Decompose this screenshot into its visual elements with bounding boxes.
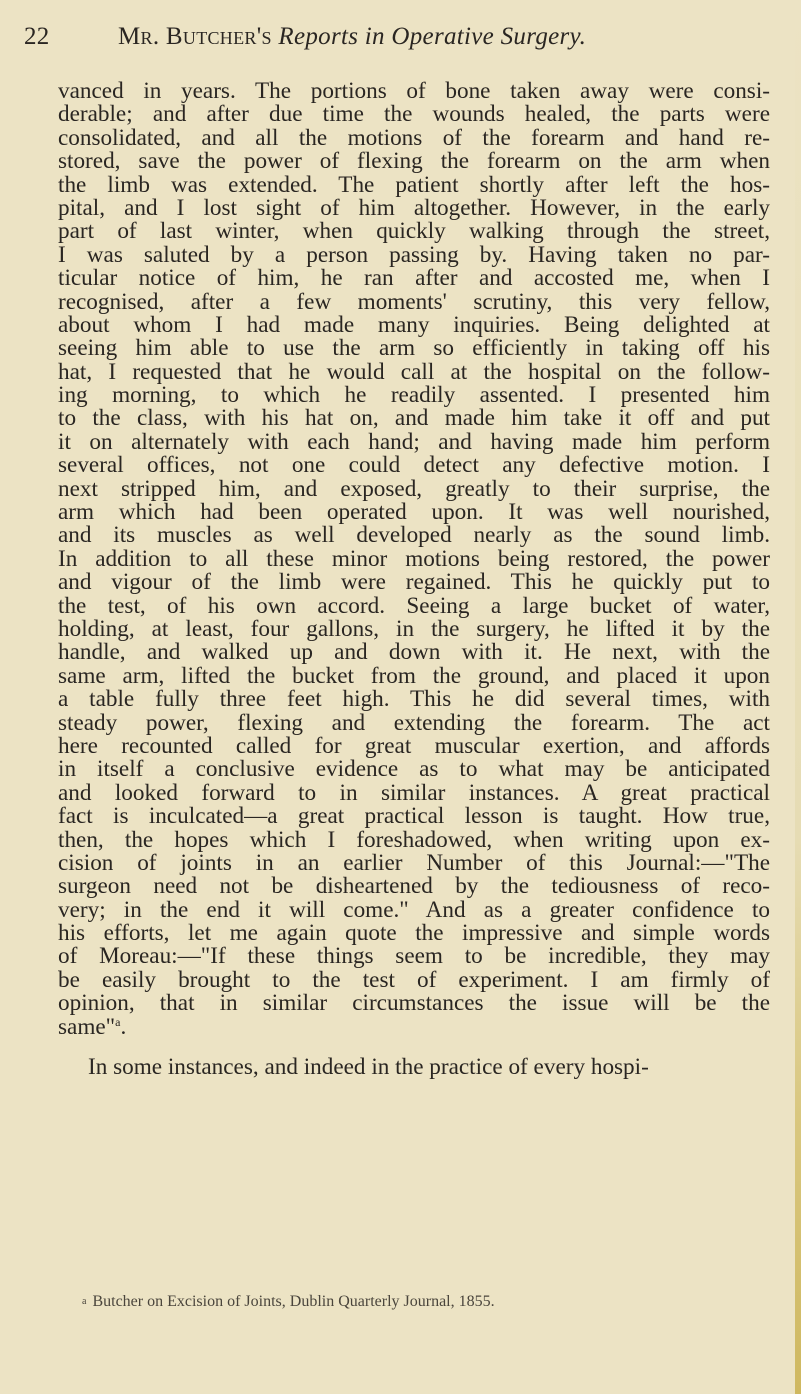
text-line (58, 501, 770, 524)
text-line-content: holding, at least, four gallons, in the surgery, he lifted it by the (58, 615, 770, 642)
text-line (58, 615, 770, 642)
text-line (58, 662, 770, 689)
text-line-content: ticular notice of him, he ran after and accosted me, when I (58, 265, 770, 292)
text-line (58, 896, 770, 923)
text-line-content: here recounted called for great muscular exertion, and affords (58, 732, 770, 759)
text-line-content: cision of joints in an earlier Number of this Journal:—"The (58, 849, 770, 876)
text-line (58, 428, 770, 455)
text-line (58, 475, 770, 502)
text-line (58, 124, 770, 151)
text-line-content: be easily brought to the test of experiment. I am firmly of (58, 966, 770, 993)
text-line (58, 171, 770, 198)
text-line-content: of Moreau:—"If these things seem to be incredible, they may (58, 943, 770, 970)
text-line (58, 992, 770, 1015)
text-line (58, 571, 770, 594)
text-line-content: handle, and walked up and down with it. He next, with the (58, 639, 770, 666)
text-line-content: several offices, not one could detect any defective motion. I (58, 452, 770, 479)
text-line: In some instances, and indeed in the practice of every hospi- (88, 1054, 649, 1081)
text-line-content: the limb was extended. The patient shortly after left the hos- (58, 171, 770, 198)
text-line-content: stored, save the power of flexing the forearm on the arm when (58, 148, 770, 175)
text-line (58, 922, 770, 945)
text-line-content: it on alternately with each hand; and having made him perform (58, 428, 770, 455)
text-line (58, 103, 770, 126)
text-line (58, 311, 770, 338)
text-line (58, 805, 770, 828)
text-line (58, 758, 770, 781)
text-line-content: derable; and after due time the wounds healed, the parts were (58, 101, 770, 128)
page-edge-stain (795, 0, 801, 1394)
text-line-content: same arm, lifted the bucket from the ground, and placed it upon (58, 662, 770, 689)
text-line (58, 779, 770, 806)
text-line (58, 337, 770, 360)
text-line-content: to the class, with his hat on, and made him take it off and put (58, 405, 770, 432)
text-line (58, 545, 770, 572)
text-line (58, 454, 770, 477)
text-line (58, 709, 770, 736)
text-line (58, 524, 770, 547)
text-line-content: next stripped him, and exposed, greatly to their surprise, the (58, 475, 770, 502)
text-line (58, 241, 770, 268)
text-line-content: about whom I had made many inquiries. Being delighted at (58, 311, 770, 338)
footnote-marker: a (82, 1296, 87, 1307)
text-line (58, 267, 770, 290)
text-line-content: In addition to all these minor motions being restored, the power (58, 545, 770, 572)
text-line-content: in itself a conclusive evidence as to what may be anticipated (58, 756, 770, 783)
text-line-content: hat, I requested that he would call at the hospital on the follow- (58, 358, 770, 385)
text-line (58, 407, 770, 430)
text-line-content: same" (58, 1013, 116, 1040)
text-line (58, 150, 770, 173)
text-line (58, 288, 770, 315)
text-line (58, 966, 770, 993)
text-line-content: and its muscles as well developed nearly as the sound limb. (58, 522, 770, 549)
text-line (58, 194, 770, 221)
text-line-content: vanced in years. The portions of bone taken away were consi- (58, 78, 770, 104)
text-line (58, 80, 770, 103)
text-line-content: pital, and I lost sight of him altogether. However, in the early (58, 194, 770, 221)
text-line-content: part of last winter, when quickly walking through the street, (58, 218, 770, 245)
text-line (58, 592, 770, 619)
running-title (118, 21, 586, 53)
text-line-content: the test, of his own accord. Seeing a large bucket of water, (58, 592, 770, 619)
text-line-content: ing morning, to which he readily assented. I presented him (58, 382, 770, 409)
text-line-content: I was saluted by a person passing by. Having taken no par- (58, 241, 770, 268)
text-line-content: very; in the end it will come." And as a greater confidence to (58, 896, 770, 923)
text-line (58, 732, 770, 759)
text-line (58, 358, 770, 385)
text-line-content: steady power, flexing and extending the forearm. The act (58, 709, 770, 736)
running-title-work: Reports in Operative Surgery. (278, 23, 587, 50)
text-line (58, 945, 770, 968)
text-line (58, 875, 770, 898)
text-line-content: fact is inculcated—a great practical lesson is taught. How true, (58, 803, 770, 830)
body-text (58, 80, 770, 1079)
running-title-author: Mr. Butcher's (118, 23, 272, 50)
text-line (58, 688, 770, 711)
text-line: same"$^a$. (58, 1013, 127, 1040)
paragraph-1 (58, 80, 770, 1039)
footnote-text: Butcher on Excision of Joints, Dublin Quarterly Journal, 1855. (92, 1293, 495, 1310)
paragraph-2 (58, 1056, 770, 1079)
text-line-content: consolidated, and all the motions of the forearm and hand re- (58, 124, 770, 151)
text-line-content: seeing him able to use the arm so efficiently in taking off his (58, 335, 770, 362)
text-line (58, 849, 770, 876)
page-number: 22 (24, 23, 50, 50)
text-line-content: surgeon need not be disheartened by the tediousness of reco- (58, 873, 770, 900)
footnote-reference: a (115, 1014, 121, 1029)
text-line-content: and vigour of the limb were regained. This he quickly put to (58, 569, 770, 596)
text-line-content: recognised, after a few moments' scrutiny, this very fellow, (58, 288, 770, 315)
text-line-content: a table fully three feet high. This he did several times, with (58, 686, 770, 713)
text-line-content: then, the hopes which I foreshadowed, when writing upon ex- (58, 826, 770, 853)
text-line (58, 384, 770, 407)
text-line-content: opinion, that in similar circumstances the issue will be the (58, 990, 770, 1017)
text-line (58, 220, 770, 243)
text-line-content: his efforts, let me again quote the impressive and simple words (58, 920, 770, 947)
text-line (58, 826, 770, 853)
text-line (58, 641, 770, 664)
text-line-content: arm which had been operated upon. It was well nourished, (58, 499, 770, 526)
footnote (82, 1292, 762, 1312)
text-line-content: and looked forward to in similar instances. A great practical (58, 779, 770, 806)
